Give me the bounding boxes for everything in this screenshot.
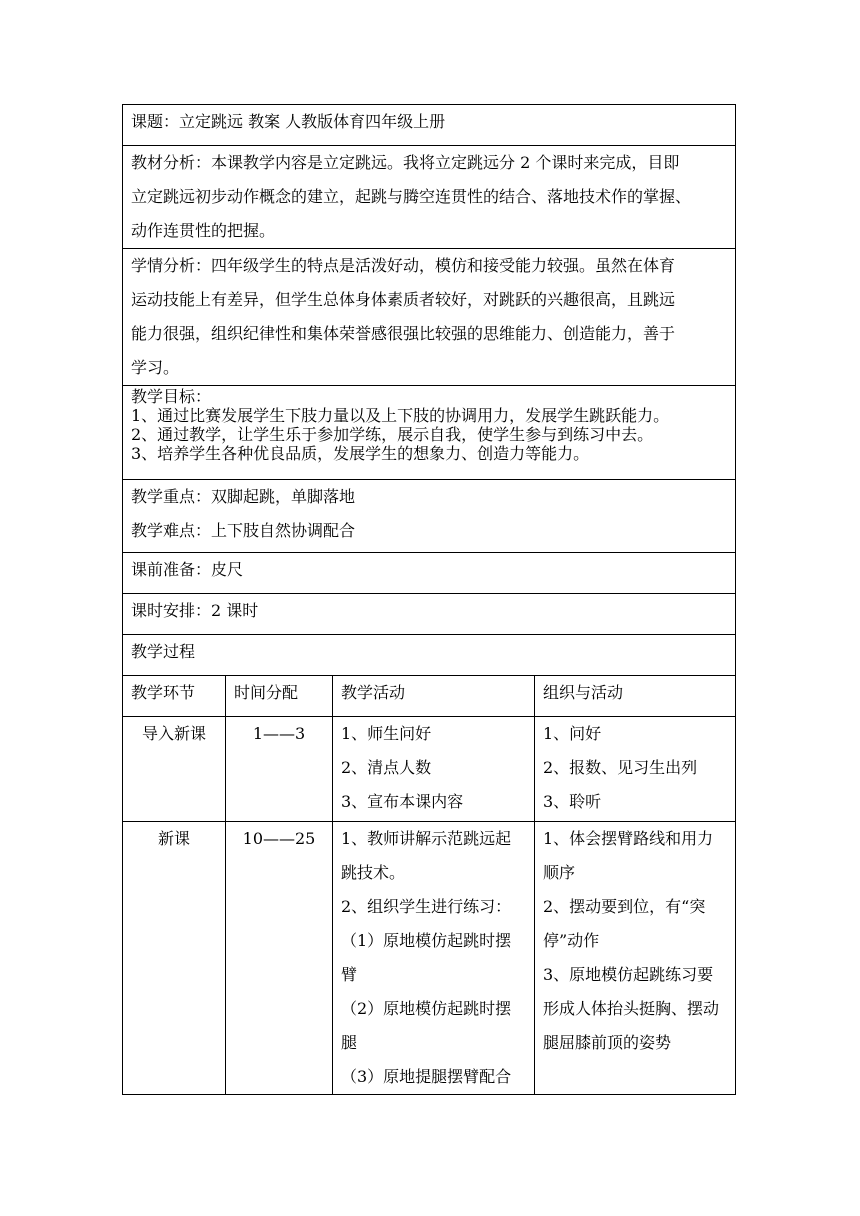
stage-cell [123, 822, 226, 1095]
schedule: 课时安排：2 课时 [131, 601, 259, 620]
activity-item: （2）原地模仿起跳时摆 [341, 999, 512, 1018]
objectives-row [123, 386, 736, 480]
lesson-plan-table [122, 104, 736, 1095]
activity-item: 跳技术。 [341, 863, 406, 882]
activities-cell [333, 717, 535, 822]
table-row [123, 822, 736, 1095]
process-header-row [123, 676, 736, 717]
activity-item: 2、组织学生进行练习： [341, 897, 512, 916]
organization-item: 顺序 [543, 863, 576, 882]
objectives-heading: 教学目标： [131, 387, 212, 406]
organization-cell [535, 717, 736, 822]
organization-item: 3、聆听 [543, 792, 602, 811]
organization-item: 2、摆动要到位，有“突 [543, 897, 706, 916]
title-row [123, 105, 736, 146]
lesson-plan-document [122, 104, 735, 1095]
material-analysis-line: 教材分析：本课教学内容是立定跳远。我将立定跳远分 2 个课时来完成，目即 [131, 153, 680, 172]
objective-item: 1、通过比赛发展学生下肢力量以及上下肢的协调用力，发展学生跳跃能力。 [131, 406, 670, 425]
lesson-title: 课题：立定跳远 教案 人教版体育四年级上册 [131, 112, 446, 131]
time-label: 1——3 [252, 724, 306, 743]
organization-item: 停”动作 [543, 931, 600, 950]
student-analysis-line: 运动技能上有差异，但学生总体身体素质者较好，对跳跃的兴趣很高，且跳远 [131, 290, 676, 309]
student-analysis-line: 能力很强，组织纪律性和集体荣誉感很强比较强的思维能力、创造能力，善于 [131, 324, 676, 343]
process-title-row [123, 635, 736, 676]
preparation: 课前准备：皮尺 [131, 560, 244, 579]
header-organization: 组织与活动 [535, 676, 736, 717]
activity-item: 3、宣布本课内容 [341, 792, 464, 811]
activity-item: 1、师生问好 [341, 724, 432, 743]
title-cell [123, 105, 736, 146]
time-cell [226, 822, 333, 1095]
activity-item: 腿 [341, 1033, 358, 1052]
preparation-row [123, 553, 736, 594]
stage-cell [123, 717, 226, 822]
header-stage: 教学环节 [123, 676, 226, 717]
time-label: 10——25 [242, 829, 316, 848]
process-title: 教学过程 [131, 642, 196, 661]
difficulty: 教学难点：上下肢自然协调配合 [131, 521, 356, 540]
material-analysis-cell [123, 146, 736, 249]
schedule-cell [123, 594, 736, 635]
student-analysis-line: 学习。 [131, 358, 180, 377]
time-cell [226, 717, 333, 822]
schedule-row [123, 594, 736, 635]
objective-item: 2、通过教学，让学生乐于参加学练，展示自我，使学生参与到练习中去。 [131, 425, 654, 444]
header-time: 时间分配 [226, 676, 333, 717]
table-row [123, 717, 736, 822]
stage-label: 新课 [157, 829, 190, 848]
activity-item: 1、教师讲解示范跳远起 [341, 829, 512, 848]
material-analysis-line: 立定跳远初步动作概念的建立，起跳与腾空连贯性的结合、落地技术作的掌握、 [131, 187, 692, 206]
organization-item: 1、体会摆臂路线和用力 [543, 829, 714, 848]
organization-cell [535, 822, 736, 1095]
objective-item: 3、培养学生各种优良品质，发展学生的想象力、创造力等能力。 [131, 444, 590, 463]
organization-item: 2、报数、见习生出列 [543, 758, 698, 777]
activities-cell [333, 822, 535, 1095]
objectives-cell [123, 386, 736, 480]
key-difficulty-cell [123, 480, 736, 553]
student-analysis-line: 学情分析：四年级学生的特点是活泼好动，模仿和接受能力较强。虽然在体育 [131, 256, 676, 275]
material-analysis-row [123, 146, 736, 249]
activity-item: 2、清点人数 [341, 758, 432, 777]
student-analysis-cell [123, 249, 736, 386]
preparation-cell [123, 553, 736, 594]
activity-item: （1）原地模仿起跳时摆 [341, 931, 512, 950]
key-point: 教学重点：双脚起跳，单脚落地 [131, 487, 356, 506]
organization-item: 腿屈膝前顶的姿势 [543, 1033, 672, 1052]
stage-label: 导入新课 [141, 724, 206, 743]
organization-item: 1、问好 [543, 724, 602, 743]
student-analysis-row [123, 249, 736, 386]
key-difficulty-row [123, 480, 736, 553]
organization-item: 形成人体抬头挺胸、摆动 [543, 999, 720, 1018]
activity-item: 臂 [341, 965, 358, 984]
organization-item: 3、原地模仿起跳练习要 [543, 965, 714, 984]
process-title-cell [123, 635, 736, 676]
header-activities: 教学活动 [333, 676, 535, 717]
material-analysis-line: 动作连贯性的把握。 [131, 221, 276, 240]
activity-item: （3）原地提腿摆臂配合 [341, 1067, 512, 1086]
